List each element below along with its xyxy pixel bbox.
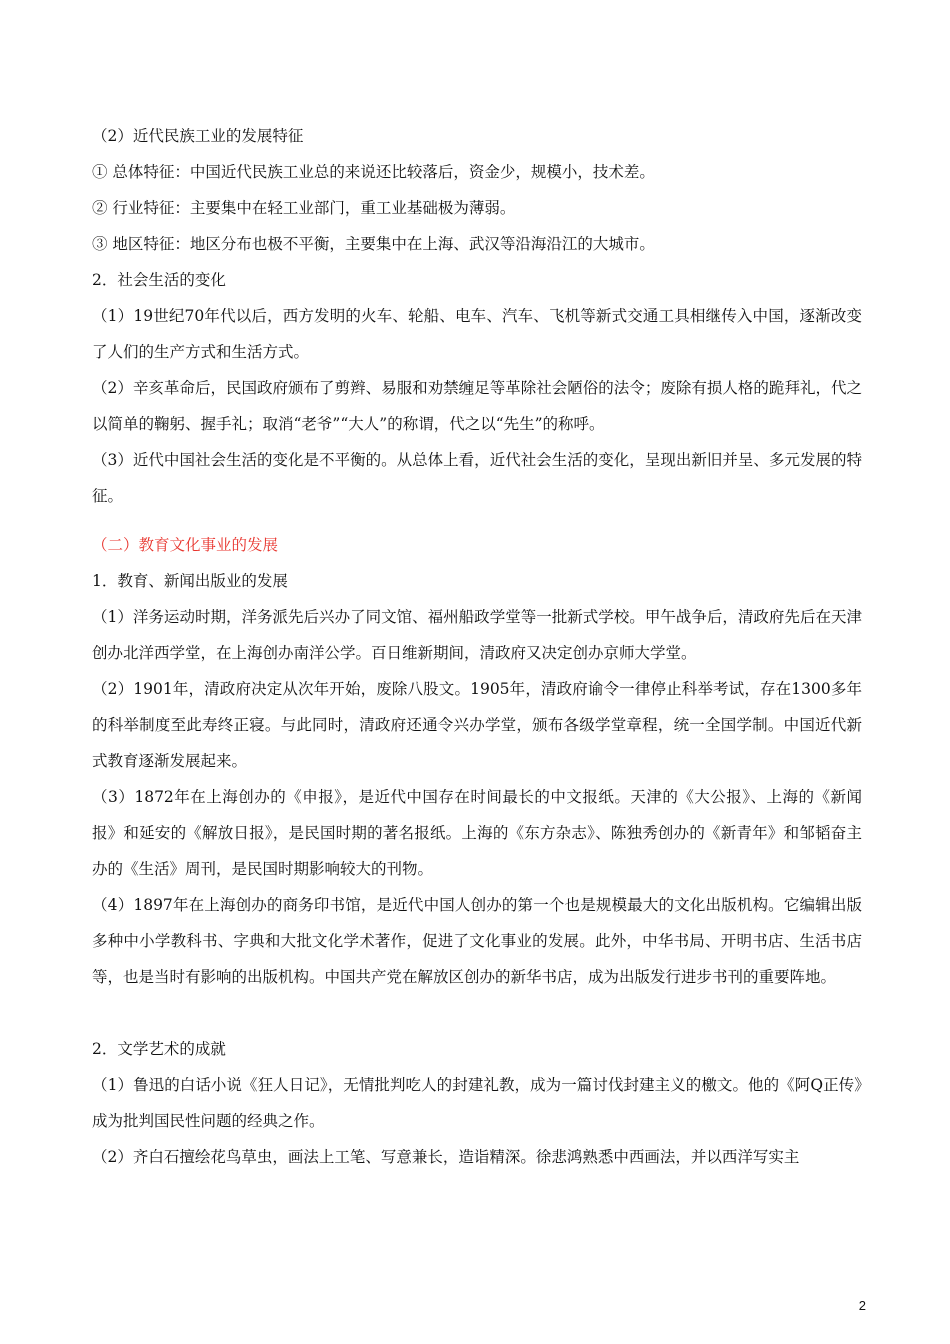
subheading-industry-features: （2）近代民族工业的发展特征 (92, 127, 304, 145)
heading-education-publishing: 1．教育、新闻出版业的发展 (92, 572, 288, 590)
paragraph-uneven-change: （3）近代中国社会生活的变化是不平衡的。从总体上看，近代社会生活的变化，呈现出新旧并呈、多元发展的特征。 (92, 451, 862, 505)
page-number: 2 (858, 1298, 866, 1313)
paragraph-newspapers: （3）1872年在上海创办的《申报》，是近代中国存在时间最长的中文报纸。天津的《大公报》、上海的《新闻报》和延安的《解放日报》，是民国时期的著名报纸。上海的《东方杂志》、陈独秀创办的《新青年》和邹韬奋主办的《生活》周刊，是民国时期影响较大的刊物。 (92, 788, 862, 878)
paragraph-new-schools: （1）洋务运动时期，洋务派先后兴办了同文馆、福州船政学堂等一批新式学校。甲午战争后，清政府先后在天津创办北洋西学堂，在上海创办南洋公学。百日维新期间，清政府又决定创办京师大学堂。 (92, 608, 862, 662)
heading-social-life-changes: 2．社会生活的变化 (92, 271, 226, 289)
paragraph-lu-xun: （1）鲁迅的白话小说《狂人日记》，无情批判吃人的封建礼教，成为一篇讨伐封建主义的檄文。他的《阿Q正传》成为批判国民性问题的经典之作。 (92, 1076, 862, 1130)
section-title-education-culture: （二）教育文化事业的发展 (92, 536, 279, 554)
paragraph-transport: （1）19世纪70年代以后，西方发明的火车、轮船、电车、汽车、飞机等新式交通工具相继传入中国，逐渐改变了人们的生产方式和生活方式。 (92, 307, 862, 361)
paragraph-industry-sector-feature: ② 行业特征：主要集中在轻工业部门，重工业基础极为薄弱。 (92, 199, 516, 217)
paragraph-regional-feature: ③ 地区特征：地区分布也极不平衡，主要集中在上海、武汉等沿海沿江的大城市。 (92, 235, 655, 253)
heading-literature-arts: 2．文学艺术的成就 (92, 1040, 226, 1058)
paragraph-publishing-houses: （4）1897年在上海创办的商务印书馆，是近代中国人创办的第一个也是规模最大的文化出版机构。它编辑出版多种中小学教科书、字典和大批文化学术著作，促进了文化事业的发展。此外，中华书局、开明书店、生活书店等，也是当时有影响的出版机构。中国共产党在解放区创办的新华书店，成为出版发行进步书刊的重要阵地。 (92, 896, 862, 986)
paragraph-exam-abolition: （2）1901年，清政府决定从次年开始，废除八股文。1905年，清政府谕令一律停止科举考试，存在1300多年的科举制度至此寿终正寝。与此同时，清政府还通令兴办学堂，颁布各级学堂章程，统一全国学制。中国近代新式教育逐渐发展起来。 (92, 680, 862, 770)
paragraph-xinhai-reforms: （2）辛亥革命后，民国政府颁布了剪辫、易服和劝禁缠足等革除社会陋俗的法令；废除有损人格的跪拜礼，代之以简单的鞠躬、握手礼；取消“老爷”“大人”的称谓，代之以“先生”的称呼。 (92, 379, 862, 433)
paragraph-overall-feature: ① 总体特征：中国近代民族工业总的来说还比较落后，资金少，规模小，技术差。 (92, 163, 655, 181)
paragraph-painters: （2）齐白石擅绘花鸟草虫，画法上工笔、写意兼长，造诣精深。徐悲鸿熟悉中西画法，并以西洋写实主 (92, 1148, 800, 1166)
